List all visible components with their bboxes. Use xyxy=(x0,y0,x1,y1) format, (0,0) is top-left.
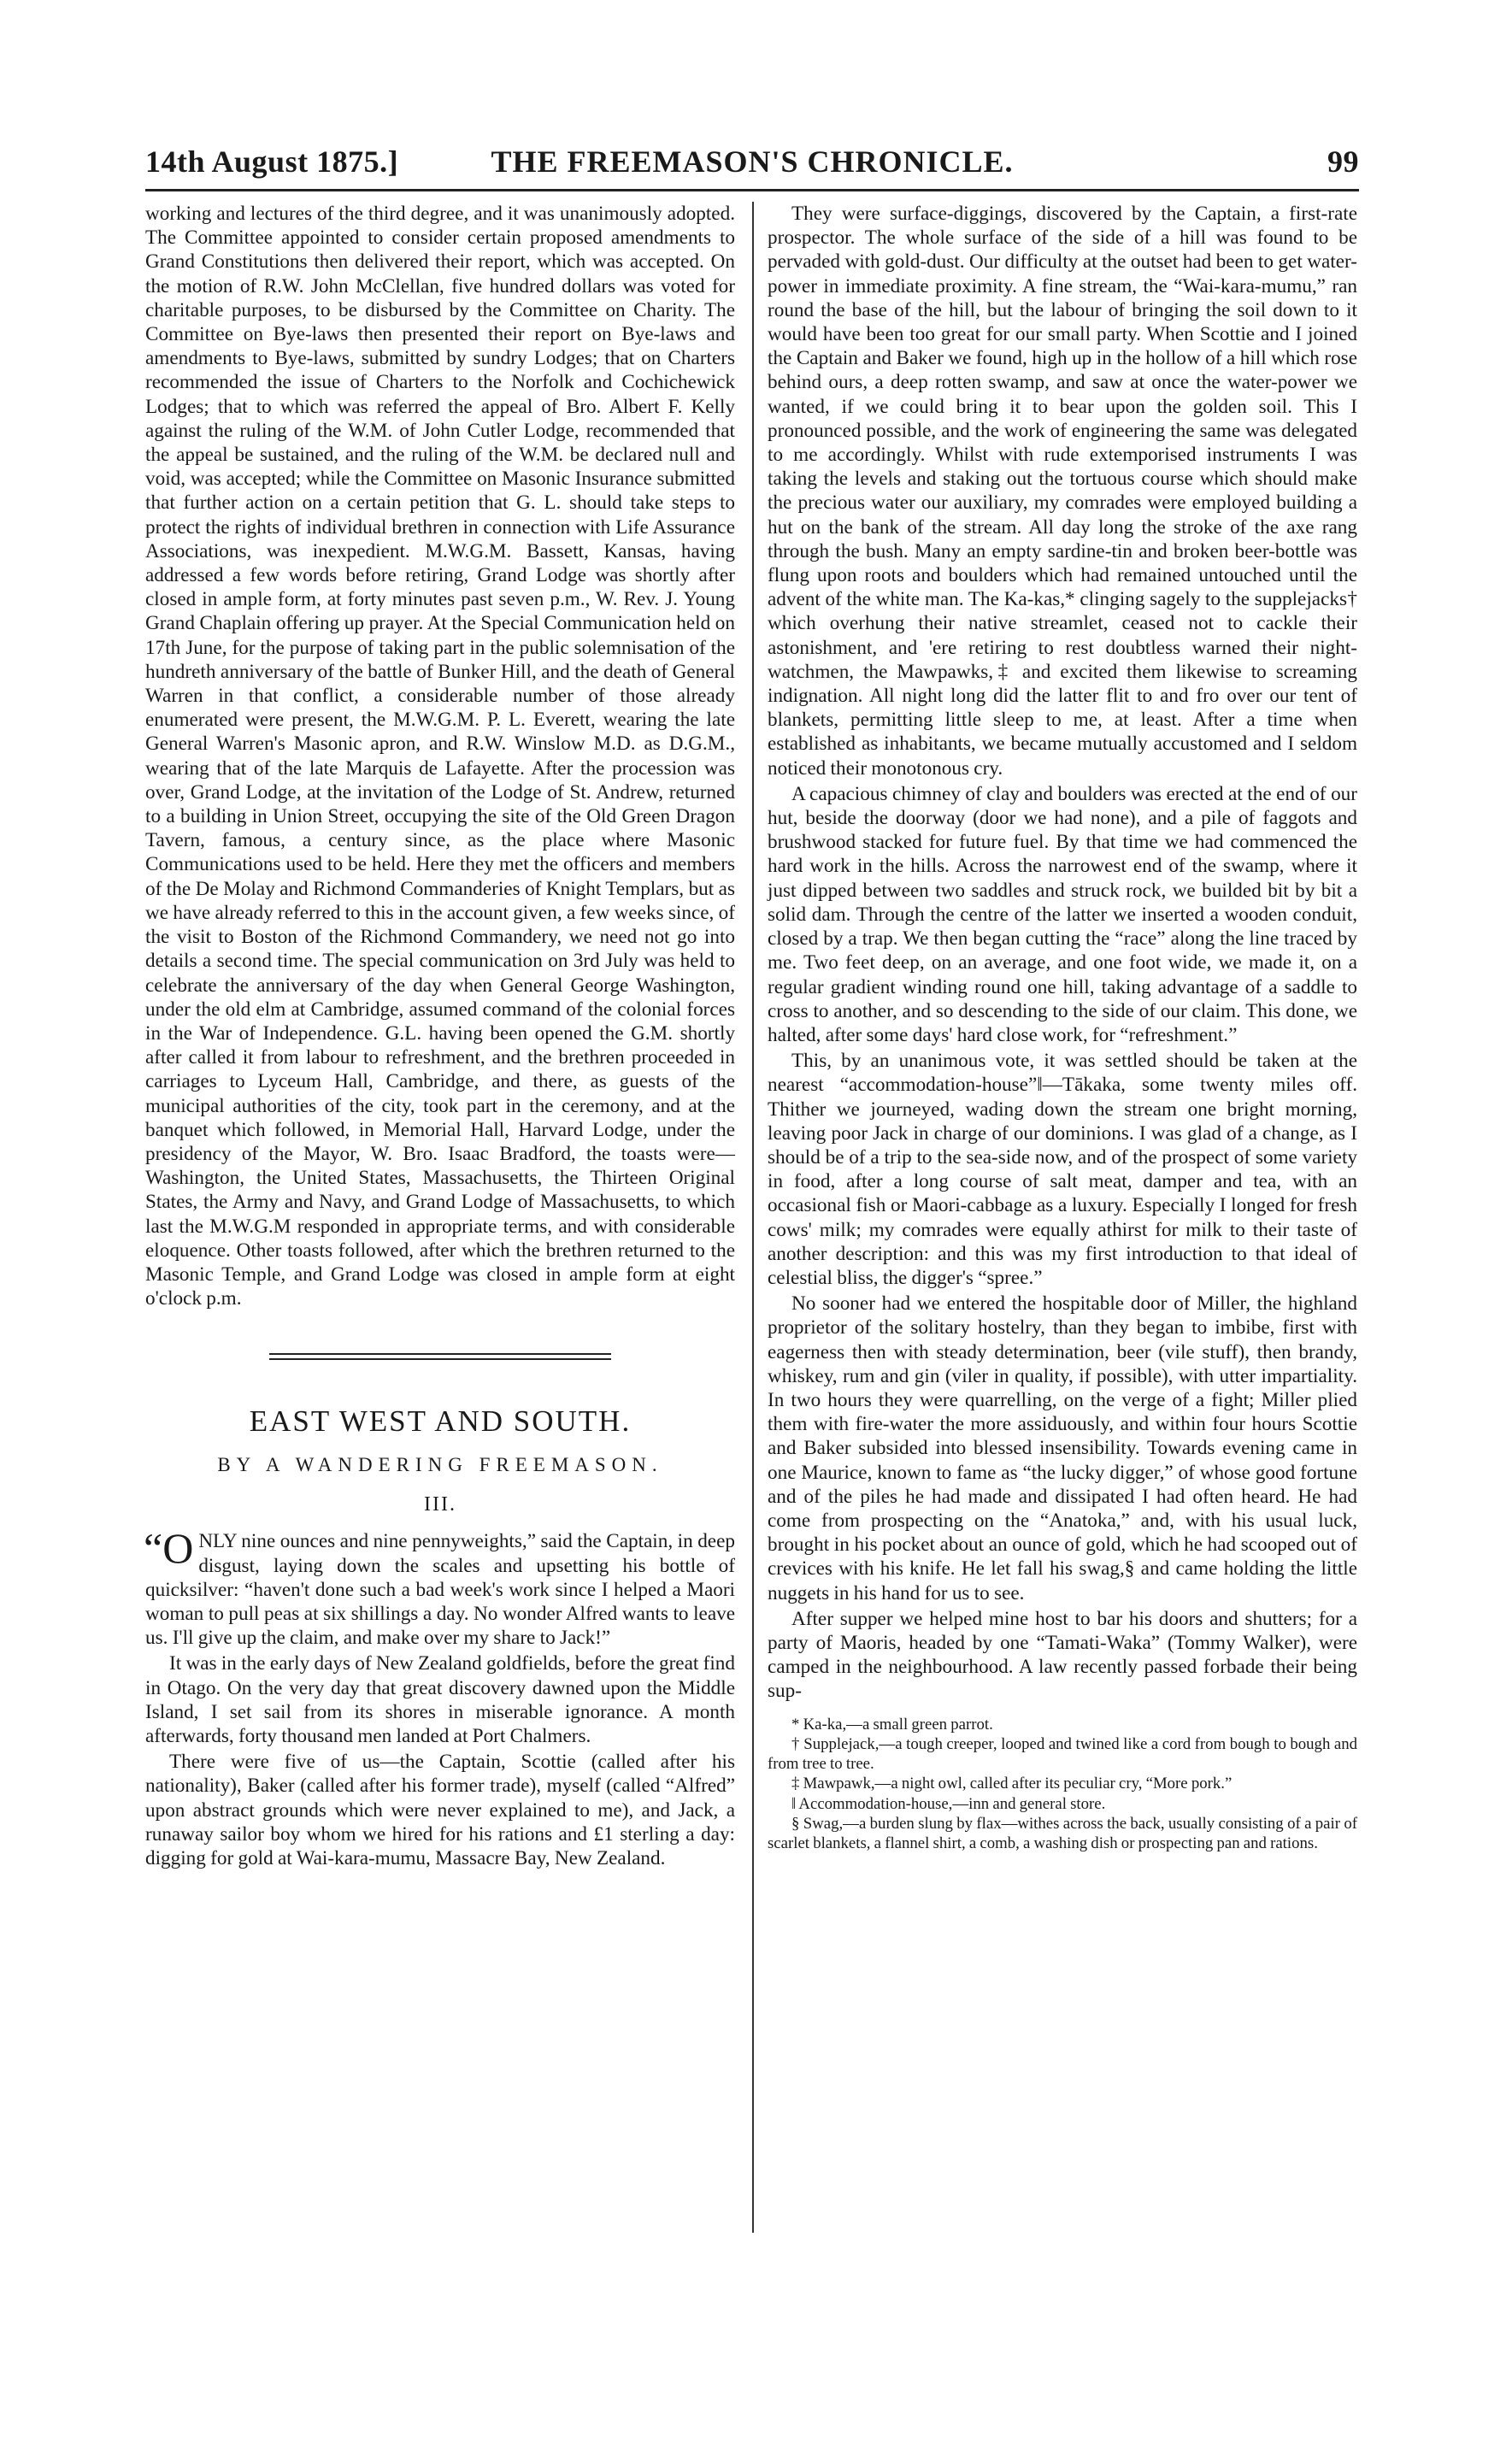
footnote: † Supplejack,—a tough creeper, looped and twined like a cord from bough to bough and from tree to tree. xyxy=(768,1735,1357,1773)
page-header xyxy=(145,144,1359,186)
column-divider xyxy=(752,202,754,2233)
page-number: 99 xyxy=(1327,144,1359,179)
header-rule xyxy=(145,189,1359,191)
footnote: * Ka-ka,—a small green parrot. xyxy=(791,1715,993,1734)
section-divider xyxy=(269,1353,611,1360)
footnote: ‡ Mawpawk,—a night owl, called after its peculiar cry, “More pork.” xyxy=(791,1775,1233,1793)
right-column xyxy=(768,202,1357,1853)
article-paragraph: This, by an unanimous vote, it was settled should be taken at the nearest “accommodation-house”‖—Tākaka, some twenty miles off. Thither we journeyed, wading down the stream one bright morning, leaving poor Jack in charge of our dominions. I was glad of a change, as I should be of a trip to the sea-side now, and of the prospect of some variety in food, after a long course of salt meat, damper and tea, with an occasional fish or Maori-cabbage as a luxury. Especially I longed for fresh cows' milk; my comrades were equally athirst for milk to their taste of another description: and this was my first introduction to that ideal of celestial bliss, the digger's “spree.” xyxy=(768,1050,1357,1289)
left-column xyxy=(145,202,735,1870)
article-paragraph: It was in the early days of New Zealand goldfields, before the great find in Otago. On the very day that great discovery dawned upon the Middle Island, I set sail from its shores in miserable ignorance. A month afterwards, forty thousand men landed at Port Chalmers. xyxy=(145,1652,735,1747)
article-paragraph: After supper we helped mine host to bar his doors and shutters; for a party of Maoris, headed by one “Tamati-Waka” (Tommy Walker), were camped in the neighbourhood. A law recently passed forbade their being sup- xyxy=(768,1607,1357,1703)
article-paragraph: There were five of us—the Captain, Scottie (called after his nationality), Baker (called after his former trade), myself (called “Alfred” upon abstract grounds which were never explained to me), and Jack, a runaway sailor boy whom we hired for his rations and £1 sterling a day: digging for gold at Wai-kara-mumu, Massacre Bay, New Zealand. xyxy=(145,1751,735,1869)
article-paragraph: No sooner had we entered the hospitable door of Miller, the highland proprietor of the solitary hostelry, than they began to imbibe, first with eagerness then with steady determination, beer (vile stuff), then brandy, whiskey, rum and gin (viler in quality, if possible), with utter impartiality. In two hours they were quarrelling, on the verge of a fight; Miller plied them with fire-water the more assiduously, and within four hours Scottie and Baker subsided into blessed insensibility. Towards evening came in one Maurice, known to fame as “the lucky digger,” of whose good fortune and of the piles he had made and dissipated I had often heard. He had come from prospecting on the “Anatoka,” and, with his usual luck, brought in his pocket about an ounce of gold, which he had scooped out of crevices with his knife. He let fall his swag,§ and came holding the little nuggets in his hand for us to see. xyxy=(768,1292,1357,1604)
section-byline: BY A WANDERING FREEMASON. xyxy=(217,1454,663,1476)
footnote: ‖ Accommodation-house,—inn and general store. xyxy=(791,1794,1106,1813)
footnote: § Swag,—a burden slung by flax—withes across the back, usually consisting of a pair of scarlet blankets, a flannel shirt, a comb, a washing dish or prospecting pan and rations. xyxy=(768,1815,1357,1852)
article-paragraph xyxy=(144,1524,735,1650)
article-paragraph: They were surface-diggings, discovered by the Captain, a first-rate prospector. The whole surface of the side of a hill was found to be pervaded with gold-dust. Our difficulty at the outset had been to get water-power in immediate proximity. A fine stream, the “Wai-kara-mumu,” ran round the base of the hill, but the labour of bringing the soil down to it would have been too great for our small party. When Scottie and I joined the Captain and Baker we found, high up in the hollow of a hill which rose behind ours, a deep rotten swamp, and saw at once the water-power we wanted, if we could bring it to bear upon the golden soil. This I pronounced possible, and the work of engineering the same was delegated to me accordingly. Whilst with rude extemporised instruments I was taking the levels and staking out the tortuous course which should make the precious water our auxiliary, my comrades were employed building a hut on the bank of the stream. All day long the stroke of the axe rang through the bush. Many an empty sardine-tin and broken beer-bottle was flung upon roots and boulders which had remained untouched until the advent of the white man. The Ka-kas,* clinging sagely to the supplejacks† which overhung their native streamlet, ceased not to cackle their astonishment, and 'ere retiring to rest doubtless warned their night-watchmen, the Mawpawks,‡ and excited them likewise to screaming indignation. All night long did the latter flit to and fro over our tent of blankets, permitting little sleep to me, at least. After a time when established as inhabitants, we became mutually accustomed and I seldom noticed their monotonous cry. xyxy=(768,203,1357,780)
issue-date: 14th August 1875.] xyxy=(145,144,399,179)
footnotes xyxy=(768,1716,1357,1854)
publication-title: THE FREEMASON'S CHRONICLE. xyxy=(491,144,1014,179)
article-paragraph: A capacious chimney of clay and boulders was erected at the end of our hut, beside the doorway (door we had none), and a pile of faggots and brushwood stacked for future fuel. By that time we had commenced the hard work in the hills. Across the narrowest end of the swamp, where it just dipped between two saddles and struck rock, we builded bit by bit a solid dam. Through the centre of the latter we inserted a wooden conduit, closed by a trap. We then began cutting the “race” along the line traced by me. Two feet deep, on an average, and one foot wide, we made it, on a regular gradient winding round one hill, taking advantage of a saddle to cross to another, and so descending to the side of our claim. This done, we halted, after some days' hard close work, for “refreshment.” xyxy=(768,782,1357,1046)
paragraph-text: NLY nine ounces and nine pennyweights,” said the Captain, in deep disgust, laying down the scales and upsetting his bottle of quicksilver: “haven't done such a bad week's work since I helped a Maori woman to pull peas at six shillings a day. No wonder Alfred wants to leave us. I'll give up the claim, and make over my share to Jack!” xyxy=(145,1530,735,1650)
article-paragraph: working and lectures of the third degree, and it was unanimously adopted. The Committee appointed to consider certain proposed amendments to Grand Constitutions then delivered their report, which was accepted. On the motion of R.W. John McClellan, five hundred dollars was voted for charitable purposes, to be disbursed by the Committee on Charity. The Committee on Bye-laws then presented their report on Bye-laws and amendments to Bye-laws, submitted by sundry Lodges; that on Charters recommended the issue of Charters to the Norfolk and Cochichewick Lodges; that to which was referred the appeal of Bro. Albert F. Kelly against the ruling of the W.M. of John Cutler Lodge, recommended that the appeal be sustained, and the ruling of the W.M. be declared null and void, was accepted; while the Committee on Masonic Insurance submitted that further action on a certain petition that G. L. should take steps to protect the rights of individual brethren in connection with Life Assurance Associations, was inexpedient. M.W.G.M. Bassett, Kansas, having addressed a few words before retiring, Grand Lodge was shortly after closed in ample form, at forty minutes past seven p.m., W. Rev. J. Young Grand Chaplain offering up prayer. At the Special Communication held on 17th June, for the purpose of taking part in the public solemnisation of the hundreth anniversary of the battle of Bunker Hill, and the death of General Warren in that conflict, a considerable number of those already enumerated were present, the M.W.G.M. P. L. Everett, wearing the late General Warren's Masonic apron, and R.W. Winslow M.D. as D.G.M., wearing that of the late Marquis de Lafayette. After the procession was over, Grand Lodge, at the invitation of the Lodge of St. Andrew, returned to a building in Union Street, occupying the site of the Old Green Dragon Tavern, famous, a century since, as the place where Masonic Communications used to be held. Here they met the officers and members of the De Molay and Richmond Commanderies of Knight Templars, but as we have already referred to this in the account given, a few weeks since, of the visit to Boston of the Richmond Commandery, we need not go into details a second time. The special communication on 3rd July was held to celebrate the anniversary of the day when General George Washington, under the old elm at Cambridge, assumed command of the colonial forces in the War of Independence. G.L. having been opened the G.M. shortly after called it from labour to refreshment, and the brethren proceeded in carriages to Lyceum Hall, Cambridge, and there, as guests of the municipal authorities of the city, took part in the ceremony, and at the banquet which followed, in Memorial Hall, Harvard Lodge, under the presidency of the Mayor, W. Bro. Isaac Bradford, the toasts were—Washington, the United States, Massachusetts, the Thirteen Original States, the Army and Navy, and Grand Lodge of Massachusetts, to which last the M.W.G.M responded in appropriate terms, and with considerable eloquence. Other toasts followed, after which the brethren returned to the Masonic Temple, and Grand Lodge was closed in ample form at eight o'clock p.m. xyxy=(145,203,735,1310)
part-number: III. xyxy=(424,1493,456,1516)
drop-cap: “O xyxy=(144,1524,194,1573)
section-title: EAST WEST AND SOUTH. xyxy=(249,1404,632,1439)
